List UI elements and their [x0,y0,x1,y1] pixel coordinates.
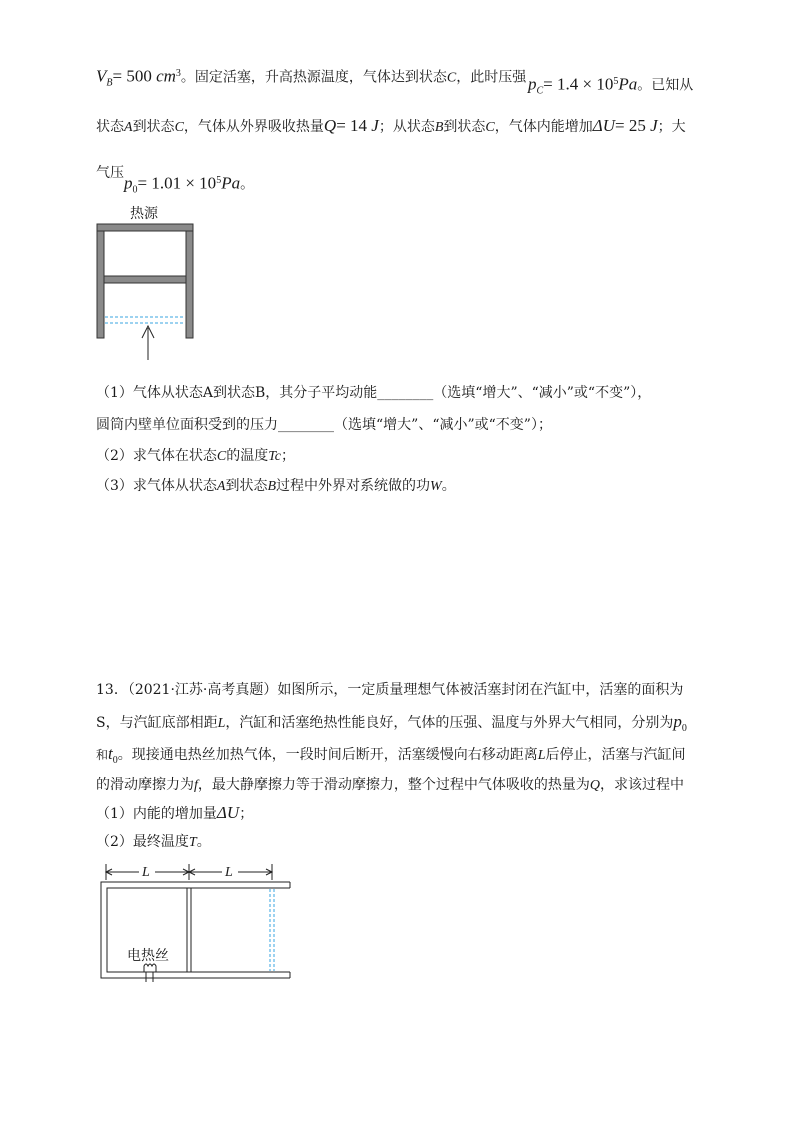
p0-symbol: p [124,173,133,193]
f-symbol: f [194,778,198,793]
text: 到状态 [225,478,268,494]
question-1-line1: （1）气体从状态A到状态B，其分子平均动能________（选填“增大”、“减小”或“不变”）， [96,385,652,401]
t0-subscript: 0 [112,754,118,766]
state-c: C [174,120,184,135]
piston [104,276,186,283]
text: ，气体从外界吸收热量 [183,119,324,135]
state-a: A [216,479,226,494]
line1-text-2: ，此时压强 [456,69,527,86]
text: 气压 [96,165,124,181]
pc-value: = 1.4 × 10 [543,74,614,94]
q-symbol: Q [323,116,337,135]
w-symbol: W [430,479,442,494]
question-1-line2: 圆筒内壁单位面积受到的压力________（选填“增大”、“减小”或“不变”）； [96,417,552,433]
piston [187,888,191,972]
line1-text: 。固定活塞，升高热源温度，气体达到状态 [180,69,447,86]
pc-formula [528,72,693,96]
du-symbol: ΔU [592,116,615,135]
state-c: C [216,449,227,464]
text: 后停止，活塞与汽缸间 [545,747,686,763]
text: 。 [441,478,456,494]
p0-symbol: p [673,712,682,731]
pc-unit: Pa [618,74,638,94]
text: S，与汽缸底部相距 [96,715,218,731]
p0-unit: Pa [221,173,241,193]
problem13-line4 [96,775,684,796]
cylinder-left-wall [97,224,104,338]
vb-unit: cm [156,66,176,86]
text: 。现接通电热丝加热气体，一段时间后断开，活塞缓慢向右移动距离 [117,747,538,763]
pc-exponent: 5 [613,76,619,87]
p0-formula [124,171,254,200]
tc-symbol: Tc [268,449,281,464]
text: 。 [196,834,211,850]
text: （3）求气体从状态 [96,478,217,494]
state-c: C [446,70,457,86]
text: ；大 [657,119,686,135]
text: （2）最终温度 [96,834,189,850]
problem12-line1 [96,64,526,88]
text: （1）内能的增加量 [96,806,217,822]
du-unit: J [650,116,658,135]
q-symbol: Q [589,778,601,793]
question-2 [96,446,295,467]
q-value: = 14 [336,116,372,135]
state-c: C [485,120,495,135]
t-symbol: T [188,835,197,850]
text: ，气体内能增加 [494,119,593,135]
cylinder-right-wall [186,224,193,338]
problem12-line3 [96,163,124,183]
text: ；从状态 [378,119,435,135]
text: ； [239,806,254,822]
heater-label: 电热丝 [127,948,169,964]
vb-symbol: V [96,66,107,86]
text: 的滑动摩擦力为 [96,777,194,793]
heater-coil-icon [144,964,156,972]
length-label-left: L [142,865,150,880]
q-unit: J [371,116,379,135]
du-value: = 25 [615,116,651,135]
p0-value: = 1.01 × 10 [137,173,217,193]
cylinder-top [97,224,193,231]
text: 到状态 [443,119,486,135]
text: ，最大静摩擦力等于滑动摩擦力，整个过程中气体吸收的热量为 [197,777,590,793]
text: （2）求气体在状态 [96,448,217,464]
problem12-line2 [96,116,686,138]
text: 到状态 [132,119,175,135]
state-a: A [124,120,133,135]
problem13-line3: 和$t_0$。现接通电热丝加热气体，一段时间后断开，活塞缓慢向右移动距离L后停止，活塞与汽缸间 [96,744,686,766]
l-symbol: L [537,748,546,763]
heat-source-label: 热源 [130,206,158,222]
t0-symbol: t [108,744,113,763]
text: 的温度 [226,448,269,464]
l-symbol: L [217,716,226,731]
state-b: B [434,120,444,135]
pc-subscript: C [536,85,544,97]
pc-symbol: p [528,74,537,94]
text: 过程中外界对系统做的功 [276,478,431,494]
p0-subscript: 0 [681,722,687,734]
du-symbol: ΔU [216,803,240,822]
text: 。 [240,176,255,193]
problem13-sub1 [96,803,253,824]
vb-exponent: 3 [175,68,181,79]
problem13-sub2 [96,832,211,853]
problem13-line2 [96,712,687,739]
problem13-line1: 13．（2021·江苏·高考真题）如图所示，一定质量理想气体被活塞封闭在汽缸中，活塞的面积为 [96,682,684,698]
text: ，汽缸和活塞绝热性能良好，气体的压强、温度与外界大气相同，分别为 [225,715,674,731]
pc-tail: 。已知从 [637,77,694,94]
figure-cylinder-heat-source [90,200,210,365]
text: ； [280,448,295,464]
text: 状态 [96,119,124,135]
p0-exponent: 5 [216,175,222,186]
length-label-right: L [225,865,233,880]
question-3 [96,476,456,497]
vb-value: = 500 [112,66,157,86]
state-b: B [267,479,277,494]
text: ，求该过程中 [600,777,685,793]
p0-subscript: 0 [132,184,138,196]
vb-subscript: B [106,77,113,89]
figure-horizontal-cylinder [96,858,296,984]
